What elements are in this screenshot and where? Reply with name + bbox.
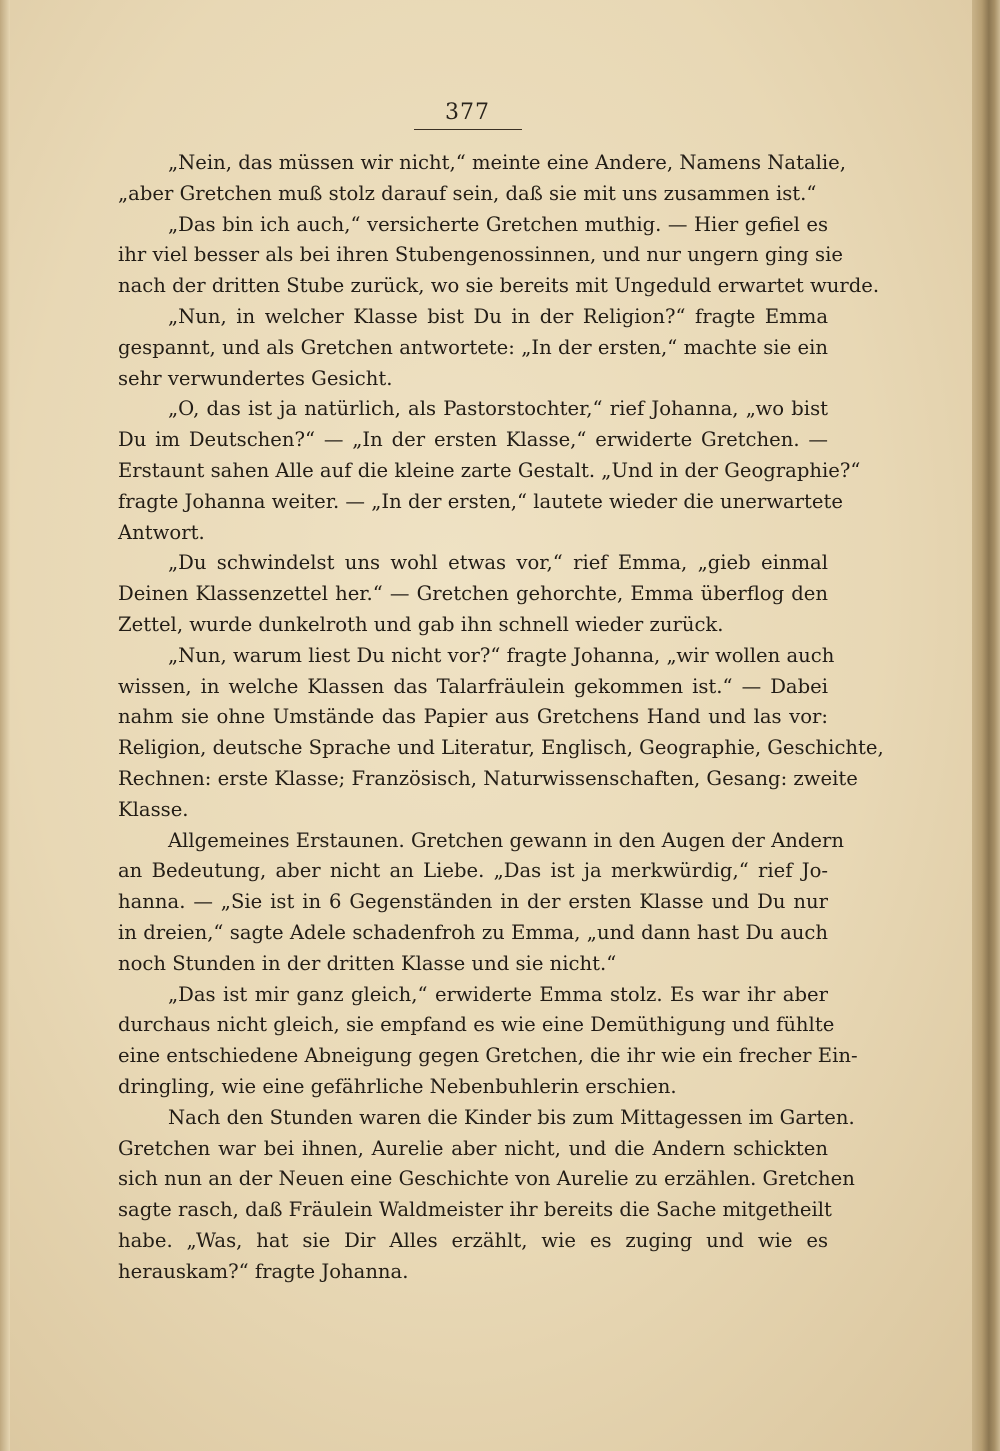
page-right-edge-binding [972,0,1000,1451]
text-line: ihr viel besser als bei ihren Stubengenossinnen, und nur ungern ging sie [118,243,843,267]
text-line: eine entschiedene Abneigung gegen Gretchen, die ihr wie ein frecher Ein- [118,1044,858,1068]
text-line: in dreien,“ sagte Adele schadenfroh zu Emma, „und dann hast Du auch [118,920,828,944]
text-line: „Das ist mir ganz gleich,“ erwiderte Emma stolz. Es war ihr aber [168,982,828,1006]
text-line: Zettel, wurde dunkelroth und gab ihn schnell wieder zurück. [118,612,724,636]
text-line: Deinen Klassenzettel her.“ — Gretchen gehorchte, Emma überflog den [118,582,828,606]
text-line: nahm sie ohne Umstände das Papier aus Gretchens Hand und las vor: [118,705,828,729]
text-line: „Nun, warum liest Du nicht vor?“ fragte Johanna, „wir wollen auch [168,643,835,667]
text-line: nach der dritten Stube zurück, wo sie bereits mit Ungeduld erwartet wurde. [118,274,880,298]
text-line: noch Stunden in der dritten Klasse und sie nicht.“ [118,951,617,975]
text-line: „Das bin ich auch,“ versicherte Gretchen muthig. — Hier gefiel es [168,212,828,236]
text-line: herauskam?“ fragte Johanna. [118,1259,409,1283]
text-line: wissen, in welche Klassen das Talarfräulein gekommen ist.“ — Dabei [118,674,828,698]
text-line: Nach den Stunden waren die Kinder bis zum Mittagessen im Garten. [168,1105,855,1129]
text-line: dringling, wie eine gefährliche Nebenbuhlerin erschien. [118,1074,677,1098]
text-line: Religion, deutsche Sprache und Literatur, Englisch, Geographie, Geschichte, [118,736,884,760]
text-line: Allgemeines Erstaunen. Gretchen gewann in den Augen der Andern [168,828,845,852]
page-left-edge [0,0,10,1451]
text-line: Klasse. [118,797,189,821]
text-line: Antwort. [118,520,205,544]
text-line: durchaus nicht gleich, sie empfand es wie eine Demüthigung und fühlte [118,1013,835,1037]
text-line: hanna. — „Sie ist in 6 Gegenständen in der ersten Klasse und Du nur [118,890,828,914]
text-line: fragte Johanna weiter. — „In der ersten,“ lautete wieder die unerwartete [118,489,843,513]
text-line: „Nun, in welcher Klasse bist Du in der Religion?“ fragte Emma [168,304,828,328]
text-line: Du im Deutschen?“ — „In der ersten Klasse,“ erwiderte Gretchen. — [118,428,828,452]
text-line: sich nun an der Neuen eine Geschichte von Aurelie zu erzählen. Gretchen [118,1167,855,1191]
text-line: gespannt, und als Gretchen antwortete: „In der ersten,“ machte sie ein [118,335,828,359]
body-text [118,148,884,1287]
text-line: „O, das ist ja natürlich, als Pastorstochter,“ rief Johanna, „wo bist [168,397,828,421]
text-line: habe. „Was, hat sie Dir Alles erzählt, wie es zuging und wie es [118,1228,828,1252]
text-line: sagte rasch, daß Fräulein Waldmeister ihr bereits die Sache mitgetheilt [118,1198,832,1222]
text-line: an Bedeutung, aber nicht an Liebe. „Das ist ja merkwürdig,“ rief Jo- [118,859,828,883]
header-rule [414,129,522,130]
text-line: „Du schwindelst uns wohl etwas vor,“ rief Emma, „gieb einmal [168,551,828,575]
text-line: Erstaunt sahen Alle auf die kleine zarte Gestalt. „Und in der Geographie?“ [118,458,861,482]
text-line: Rechnen: erste Klasse; Französisch, Naturwissenschaften, Gesang: zweite [118,766,858,790]
text-line: „aber Gretchen muß stolz darauf sein, daß sie mit uns zusammen ist.“ [118,181,817,205]
page-number: 377 [445,100,490,125]
text-line: Gretchen war bei ihnen, Aurelie aber nicht, und die Andern schickten [118,1136,828,1160]
text-line: sehr verwundertes Gesicht. [118,366,393,390]
text-line: „Nein, das müssen wir nicht,“ meinte eine Andere, Namens Natalie, [168,151,846,174]
